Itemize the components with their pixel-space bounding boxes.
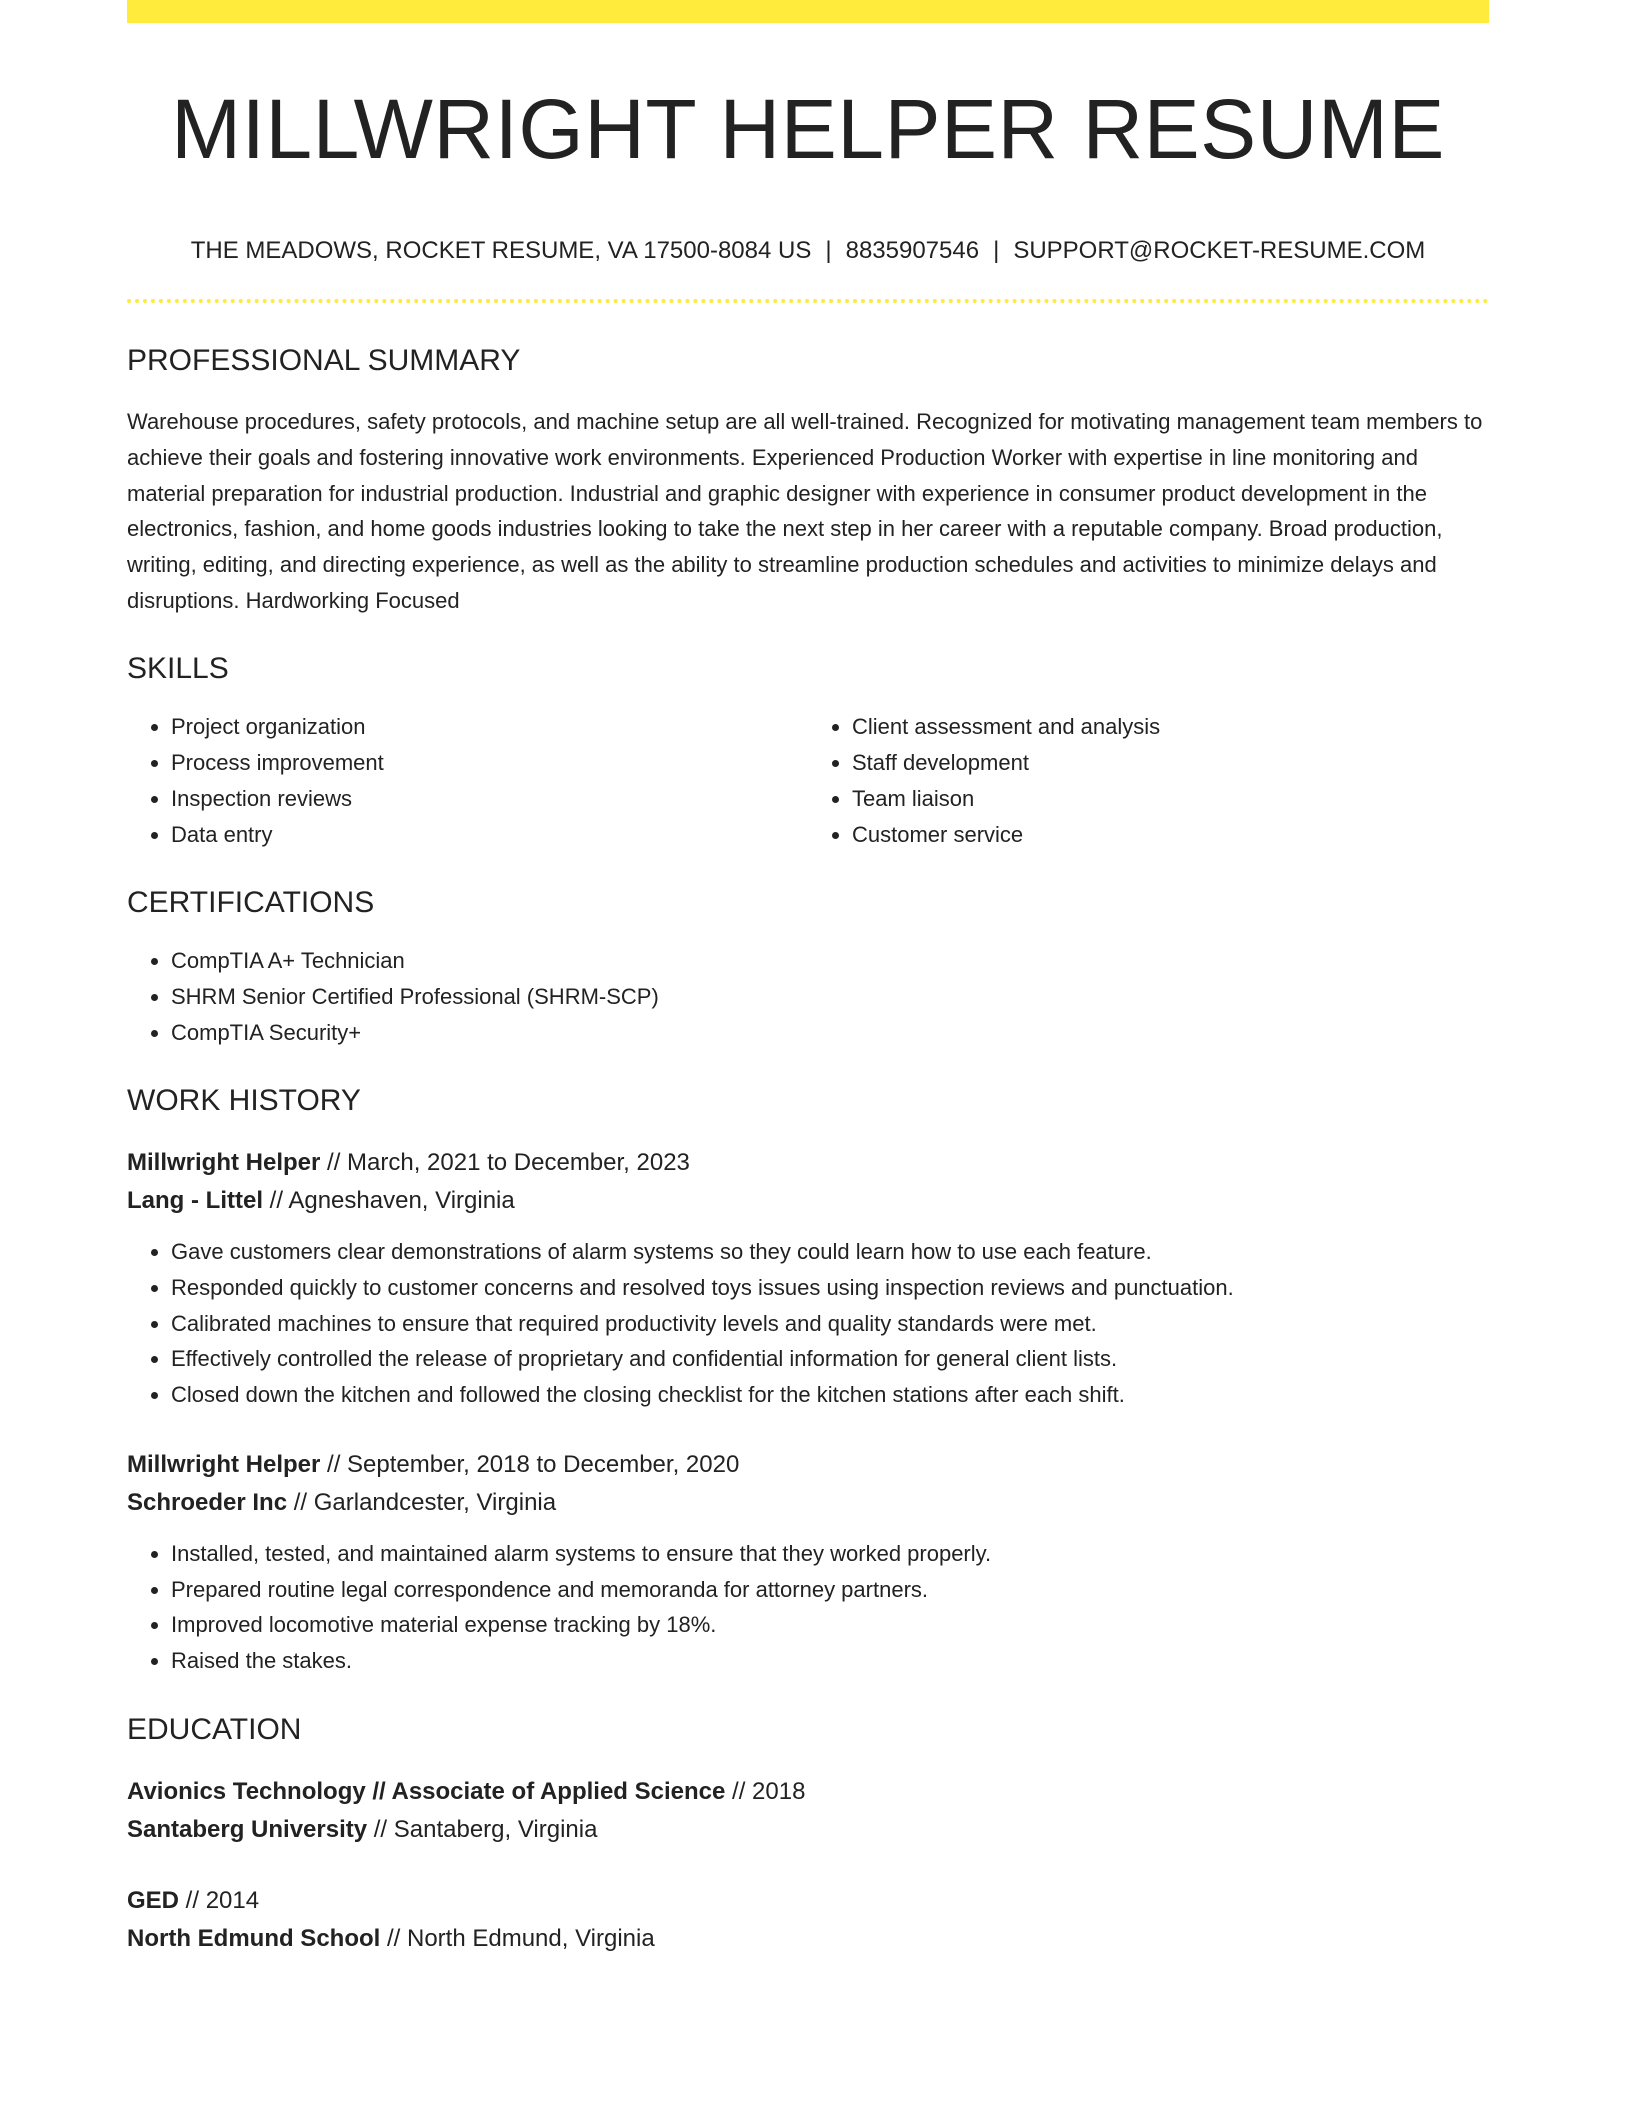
separator: //	[262, 1187, 289, 1215]
education-degree-line	[127, 1773, 1489, 1811]
skills-section	[127, 651, 1489, 852]
job-bullet: • Raised the stakes.	[171, 1643, 1489, 1679]
certification-item: • SHRM Senior Certified Professional (SHRM-SCP)	[171, 979, 1489, 1015]
education-entry	[127, 1773, 1489, 1849]
separator: //	[725, 1777, 753, 1805]
certifications-heading: CERTIFICATIONS	[127, 886, 375, 920]
job-bullet: • Gave customers clear demonstrations of alarm systems so they could learn how to use each feature.	[171, 1234, 1489, 1270]
education-degree: GED	[127, 1886, 180, 1914]
accent-top-bar	[127, 0, 1489, 23]
work-history-section	[127, 1083, 1489, 1678]
job-bullet: • Calibrated machines to ensure that required productivity levels and quality standards were met.	[171, 1306, 1489, 1342]
skill-item: • Inspection reviews	[171, 781, 808, 817]
education-degree: Avionics Technology // Associate of Applied Science	[127, 1777, 726, 1805]
job-company: Schroeder Inc	[127, 1488, 288, 1516]
certification-item: • CompTIA Security+	[171, 1015, 1489, 1051]
education-year: 2014	[205, 1886, 260, 1914]
contact-separator: |	[825, 237, 832, 265]
job-title-line	[127, 1144, 1489, 1182]
education-school-line	[127, 1920, 1489, 1958]
work-history-heading: WORK HISTORY	[127, 1084, 361, 1118]
education-school: North Edmund School	[127, 1924, 381, 1952]
job-bullet: • Improved locomotive material expense tracking by 18%.	[171, 1607, 1489, 1643]
skills-columns	[127, 709, 1489, 852]
job-bullet: • Installed, tested, and maintained alarm systems to ensure that they worked properly.	[171, 1536, 1489, 1572]
job-bullets	[127, 1536, 1489, 1679]
skills-list-left	[127, 709, 808, 852]
skill-item: • Process improvement	[171, 745, 808, 781]
job-bullet: • Prepared routine legal correspondence and memoranda for attorney partners.	[171, 1572, 1489, 1608]
job-entry	[127, 1446, 1489, 1679]
job-title: Millwright Helper	[127, 1450, 321, 1478]
contact-separator: |	[993, 237, 1000, 265]
job-company: Lang - Littel	[127, 1187, 263, 1215]
education-school-line	[127, 1811, 1489, 1849]
education-school: Santaberg University	[127, 1815, 368, 1843]
education-degree-line	[127, 1882, 1489, 1920]
job-bullet: • Responded quickly to customer concerns and resolved toys issues using inspection reviews and punctuation.	[171, 1270, 1489, 1306]
certification-item: • CompTIA A+ Technician	[171, 943, 1489, 979]
contact-email[interactable]: SUPPORT@ROCKET-RESUME.COM	[1013, 237, 1426, 265]
separator: //	[320, 1149, 348, 1177]
separator: //	[380, 1924, 407, 1952]
summary-heading: PROFESSIONAL SUMMARY	[127, 344, 521, 378]
job-location: Agneshaven, Virginia	[288, 1187, 515, 1215]
skill-item: • Client assessment and analysis	[852, 709, 1489, 745]
job-title: Millwright Helper	[127, 1149, 321, 1177]
education-heading: EDUCATION	[127, 1712, 302, 1746]
job-dates: September, 2018 to December, 2020	[347, 1450, 740, 1478]
separator: //	[287, 1488, 314, 1516]
job-location: Garlandcester, Virginia	[313, 1488, 557, 1516]
certifications-section	[127, 885, 1489, 1050]
job-bullets	[127, 1234, 1489, 1413]
separator: //	[320, 1450, 348, 1478]
education-location: North Edmund, Virginia	[406, 1924, 655, 1952]
skill-item: • Project organization	[171, 709, 808, 745]
job-company-line	[127, 1182, 1489, 1220]
resume-page	[127, 0, 1489, 1958]
skill-item: • Data entry	[171, 817, 808, 853]
resume-title: MILLWRIGHT HELPER RESUME	[171, 82, 1445, 176]
contact-phone[interactable]: 8835907546	[845, 237, 980, 265]
skill-item: • Team liaison	[852, 781, 1489, 817]
education-year: 2018	[752, 1777, 806, 1805]
separator: //	[179, 1886, 206, 1914]
certifications-list	[127, 943, 1489, 1050]
skills-heading: SKILLS	[127, 652, 229, 686]
job-dates: March, 2021 to December, 2023	[347, 1149, 690, 1177]
job-company-line	[127, 1484, 1489, 1522]
summary-section	[127, 343, 1489, 618]
skill-item: • Staff development	[852, 745, 1489, 781]
education-location: Santaberg, Virginia	[393, 1815, 598, 1843]
contact-address: THE MEADOWS, ROCKET RESUME, VA 17500-8084 US	[190, 237, 812, 265]
dotted-divider	[127, 299, 1489, 303]
job-entry	[127, 1144, 1489, 1413]
job-title-line	[127, 1446, 1489, 1484]
education-section	[127, 1712, 1489, 1958]
skill-item: • Customer service	[852, 817, 1489, 853]
education-entry	[127, 1882, 1489, 1958]
job-bullet: • Closed down the kitchen and followed the closing checklist for the kitchen stations after each shift.	[171, 1377, 1489, 1413]
contact-line	[127, 237, 1489, 266]
job-bullet: • Effectively controlled the release of proprietary and confidential information for general client lists.	[171, 1341, 1489, 1377]
summary-text: Warehouse procedures, safety protocols, and machine setup are all well-trained. Recognized for motivating management team members to achieve their goals and fostering innovative work environments. Experienced Production Worker with expertise in line monitoring and material preparation for industrial production. Industrial and graphic designer with experience in consumer product development in the electronics, fashion, and home goods industries looking to take the next step in her career with a reputable company. Broad production, writing, editing, and directing experience, as well as the ability to streamline production schedules and activities to minimize delays and disruptions. Hardworking Focused	[127, 409, 1483, 613]
skills-list-right	[808, 709, 1489, 852]
separator: //	[367, 1815, 394, 1843]
